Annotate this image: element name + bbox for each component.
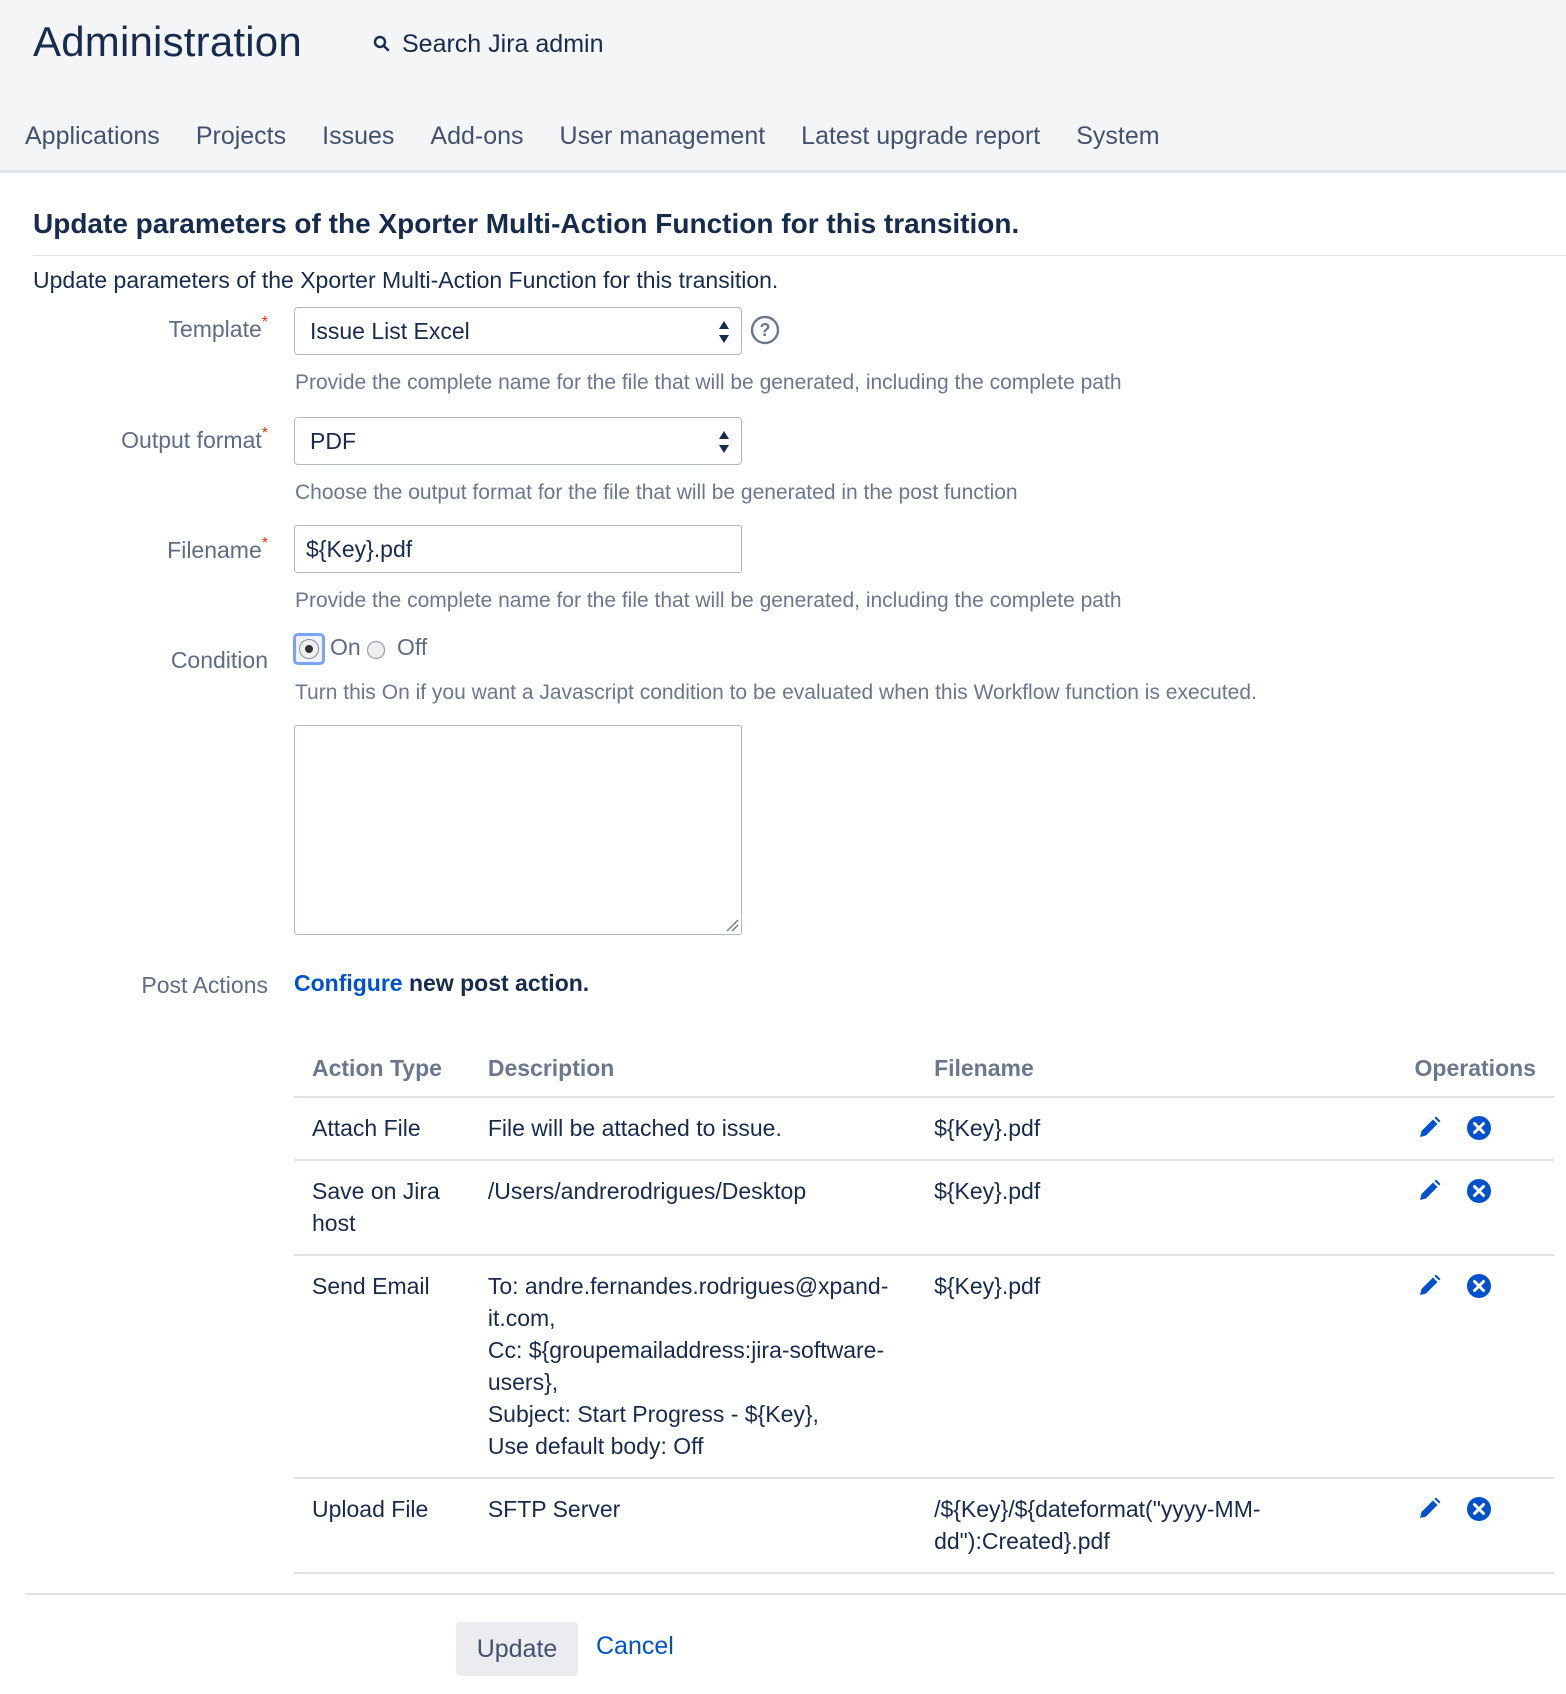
condition-on-radio[interactable] bbox=[293, 633, 325, 665]
output-format-select[interactable] bbox=[294, 417, 742, 465]
table-row bbox=[294, 1255, 1554, 1478]
post-actions-label: Post Actions bbox=[141, 972, 268, 998]
cell-operations bbox=[1397, 1160, 1554, 1255]
condition-off-radio[interactable] bbox=[366, 640, 386, 660]
tab-system[interactable]: System bbox=[1076, 122, 1160, 150]
post-actions-table bbox=[294, 1045, 1554, 1574]
cell-action-type: Send Email bbox=[294, 1255, 470, 1478]
condition-on-label[interactable]: On bbox=[330, 634, 361, 660]
tab-issues[interactable]: Issues bbox=[322, 122, 395, 150]
page-description: Update parameters of the Xporter Multi-Action Function for this transition. bbox=[33, 267, 779, 293]
template-select[interactable] bbox=[294, 307, 742, 355]
cell-action-type: Upload File bbox=[294, 1478, 470, 1573]
pencil-icon[interactable] bbox=[1415, 1495, 1443, 1523]
search-label: Search Jira admin bbox=[402, 29, 604, 58]
cell-description: /Users/andrerodrigues/Desktop bbox=[470, 1160, 916, 1255]
template-hint: Provide the complete name for the file that will be generated, including the complete path bbox=[295, 371, 1122, 394]
pencil-icon[interactable] bbox=[1415, 1272, 1443, 1300]
tab-add-ons[interactable]: Add-ons bbox=[430, 122, 524, 150]
cell-description: File will be attached to issue. bbox=[470, 1097, 916, 1160]
output-format-hint: Choose the output format for the file that will be generated in the post function bbox=[295, 481, 1018, 504]
required-marker: * bbox=[261, 425, 268, 442]
search-admin[interactable] bbox=[372, 26, 603, 62]
page-title: Update parameters of the Xporter Multi-Action Function for this transition. bbox=[33, 208, 1566, 256]
admin-nav bbox=[25, 122, 1196, 151]
pencil-icon[interactable] bbox=[1415, 1114, 1443, 1142]
column-header-operations: Operations bbox=[1397, 1045, 1554, 1097]
post-actions-line bbox=[294, 970, 589, 997]
filename-field[interactable] bbox=[294, 525, 742, 573]
output-format-label: Output format* bbox=[121, 425, 268, 453]
cell-operations bbox=[1397, 1478, 1554, 1573]
table-row bbox=[294, 1478, 1554, 1573]
pencil-icon[interactable] bbox=[1415, 1177, 1443, 1205]
table-header-row bbox=[294, 1045, 1554, 1097]
resize-handle-icon[interactable] bbox=[725, 918, 739, 932]
cell-description: SFTP Server bbox=[470, 1478, 916, 1573]
column-header-filename: Filename bbox=[916, 1045, 1396, 1097]
filename-hint: Provide the complete name for the file that will be generated, including the complete path bbox=[295, 589, 1122, 612]
column-header-description: Description bbox=[470, 1045, 916, 1097]
cell-action-type: Save on Jira host bbox=[294, 1160, 470, 1255]
close-circle-icon[interactable] bbox=[1465, 1177, 1493, 1205]
template-select-value: Issue List Excel bbox=[310, 317, 470, 344]
post-actions-text: new post action. bbox=[402, 970, 590, 996]
radio-selected-indicator bbox=[299, 639, 319, 659]
close-circle-icon[interactable] bbox=[1465, 1495, 1493, 1523]
footer-divider bbox=[25, 1593, 1566, 1595]
cell-filename: ${Key}.pdf bbox=[916, 1160, 1396, 1255]
table-row bbox=[294, 1097, 1554, 1160]
close-circle-icon[interactable] bbox=[1465, 1272, 1493, 1300]
svg-text:?: ? bbox=[759, 320, 771, 340]
output-format-select-value: PDF bbox=[310, 427, 356, 454]
cell-description: To: andre.fernandes.rodrigues@xpand-it.com, Cc: ${groupemailaddress:jira-software-users}, Subject: Start Progress - ${Key}, Use default body: Off bbox=[470, 1255, 916, 1478]
close-circle-icon[interactable] bbox=[1465, 1114, 1493, 1142]
cancel-link[interactable]: Cancel bbox=[596, 1632, 674, 1660]
configure-link[interactable]: Configure bbox=[294, 970, 403, 996]
updown-arrows-icon bbox=[717, 319, 731, 345]
admin-header bbox=[0, 0, 1566, 173]
updown-arrows-icon bbox=[717, 429, 731, 455]
template-label: Template* bbox=[168, 314, 268, 342]
column-header-action-type: Action Type bbox=[294, 1045, 470, 1097]
condition-script-textarea[interactable] bbox=[294, 725, 742, 935]
cell-filename: ${Key}.pdf bbox=[916, 1097, 1396, 1160]
tab-applications[interactable]: Applications bbox=[25, 122, 160, 150]
help-icon[interactable] bbox=[750, 315, 780, 345]
table-row bbox=[294, 1160, 1554, 1255]
condition-off-label[interactable]: Off bbox=[397, 634, 428, 660]
search-icon bbox=[372, 34, 392, 54]
filename-label: Filename* bbox=[167, 535, 268, 563]
update-button[interactable]: Update bbox=[456, 1622, 578, 1676]
cell-operations bbox=[1397, 1097, 1554, 1160]
filename-field-value: ${Key}.pdf bbox=[306, 535, 413, 562]
tab-user-management[interactable]: User management bbox=[559, 122, 766, 150]
required-marker: * bbox=[261, 535, 268, 552]
cell-operations bbox=[1397, 1255, 1554, 1478]
required-marker: * bbox=[261, 314, 268, 331]
condition-label: Condition bbox=[170, 647, 268, 673]
tab-latest-upgrade-report[interactable]: Latest upgrade report bbox=[801, 122, 1041, 150]
tab-projects[interactable]: Projects bbox=[195, 122, 287, 150]
condition-hint: Turn this On if you want a Javascript condition to be evaluated when this Workflow function is executed. bbox=[295, 681, 1257, 704]
admin-title: Administration bbox=[33, 18, 302, 65]
cell-filename: ${Key}.pdf bbox=[916, 1255, 1396, 1478]
cell-action-type: Attach File bbox=[294, 1097, 470, 1160]
cell-filename: /${Key}/${dateformat("yyyy-MM-dd"):Created}.pdf bbox=[916, 1478, 1396, 1573]
